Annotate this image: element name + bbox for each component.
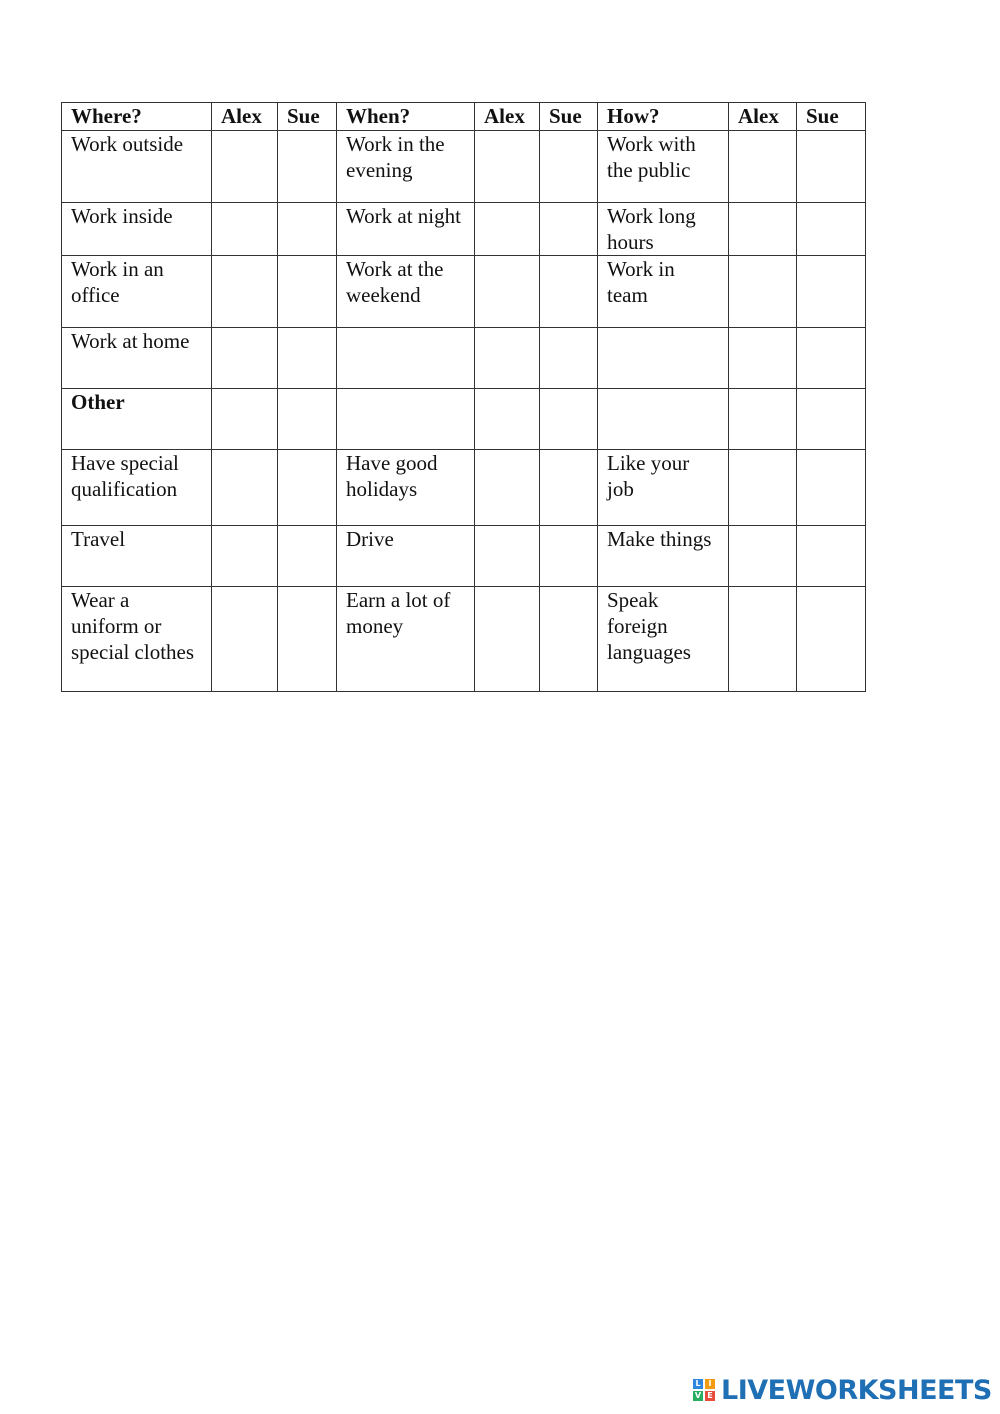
sue-answer-cell[interactable] — [797, 256, 866, 328]
cell-label: Earn a lot of money — [346, 588, 451, 638]
sue-answer-cell[interactable] — [797, 203, 866, 256]
header-when: When? — [337, 103, 475, 131]
alex-answer-cell[interactable] — [729, 526, 797, 587]
cell-label: Work in the evening — [346, 132, 445, 182]
cell-label: Like your job — [607, 451, 690, 501]
sue-answer-cell[interactable] — [278, 256, 337, 328]
alex-answer-cell[interactable] — [729, 256, 797, 328]
alex-answer-cell[interactable] — [475, 203, 540, 256]
logo-tile: E — [705, 1391, 715, 1401]
header-alex: Alex — [729, 103, 797, 131]
header-sue: Sue — [278, 103, 337, 131]
other-cell — [337, 587, 475, 692]
sue-answer-cell[interactable] — [797, 450, 866, 526]
table-row — [62, 203, 866, 256]
alex-answer-cell[interactable] — [212, 328, 278, 389]
when-cell — [337, 328, 475, 389]
alex-answer-cell[interactable] — [729, 328, 797, 389]
alex-answer-cell[interactable] — [475, 450, 540, 526]
alex-answer-cell[interactable] — [212, 203, 278, 256]
sue-answer-cell[interactable] — [278, 587, 337, 692]
alex-answer-cell[interactable] — [475, 256, 540, 328]
alex-answer-cell[interactable] — [212, 450, 278, 526]
logo-tile: V — [694, 1391, 702, 1400]
alex-answer-cell[interactable] — [212, 526, 278, 587]
sue-answer-cell[interactable] — [797, 526, 866, 587]
other-cell — [62, 587, 212, 692]
alex-answer-cell[interactable] — [729, 587, 797, 692]
when-cell — [337, 256, 475, 328]
cell-label: Work outside — [71, 132, 184, 156]
when-cell — [337, 389, 475, 450]
sue-answer-cell[interactable] — [540, 256, 598, 328]
how-cell — [598, 131, 729, 203]
sue-answer-cell[interactable] — [278, 203, 337, 256]
when-cell — [337, 203, 475, 256]
header-sue: Sue — [797, 103, 866, 131]
brand-name: LIVEWORKSHEETS — [721, 1374, 992, 1406]
alex-answer-cell[interactable] — [729, 131, 797, 203]
sue-answer-cell[interactable] — [797, 131, 866, 203]
when-cell — [337, 131, 475, 203]
sue-answer-cell[interactable] — [540, 389, 598, 450]
other-cell — [598, 587, 729, 692]
where-cell — [62, 256, 212, 328]
cell-label: Work at night — [346, 204, 461, 228]
other-cell — [598, 450, 729, 526]
cell-label: Drive — [346, 527, 394, 551]
logo-tile: L — [693, 1379, 703, 1389]
alex-answer-cell[interactable] — [729, 203, 797, 256]
table-row — [62, 587, 866, 692]
sue-answer-cell[interactable] — [278, 526, 337, 587]
other-cell — [598, 526, 729, 587]
header-sue: Sue — [540, 103, 598, 131]
cell-label: Work at the weekend — [346, 257, 444, 307]
sue-answer-cell[interactable] — [278, 131, 337, 203]
header-alex: Alex — [475, 103, 540, 131]
table-row — [62, 131, 866, 203]
cell-label: Travel — [71, 527, 126, 551]
how-cell — [598, 328, 729, 389]
where-cell — [62, 328, 212, 389]
sue-answer-cell[interactable] — [540, 203, 598, 256]
cell-label: Work in an office — [71, 257, 164, 307]
other-cell — [337, 526, 475, 587]
cell-label: Work inside — [71, 204, 173, 228]
table-row — [62, 450, 866, 526]
cell-label: Work in team — [607, 257, 675, 307]
table-row — [62, 328, 866, 389]
table-row — [62, 256, 866, 328]
sue-answer-cell[interactable] — [540, 328, 598, 389]
alex-answer-cell[interactable] — [729, 389, 797, 450]
how-cell — [598, 203, 729, 256]
other-cell — [62, 450, 212, 526]
other-cell — [337, 450, 475, 526]
cell-label: Make things — [607, 527, 712, 551]
sue-answer-cell[interactable] — [278, 328, 337, 389]
header-alex: Alex — [212, 103, 278, 131]
table-row — [62, 526, 866, 587]
cell-label: Wear a uniform or special clothes — [71, 588, 195, 664]
cell-label: Work at home — [71, 329, 190, 353]
sue-answer-cell[interactable] — [540, 450, 598, 526]
alex-answer-cell[interactable] — [212, 389, 278, 450]
liveworksheets-logo — [693, 1374, 992, 1406]
table-row — [62, 389, 866, 450]
sue-answer-cell[interactable] — [797, 389, 866, 450]
alex-answer-cell[interactable] — [212, 256, 278, 328]
cell-label: Have special qualification — [71, 451, 179, 501]
alex-answer-cell[interactable] — [475, 389, 540, 450]
survey-table — [61, 102, 866, 692]
table-header-row — [62, 103, 866, 131]
cell-label: Work with the public — [607, 132, 696, 182]
logo-mark-icon — [693, 1379, 715, 1401]
cell-label: Work long hours — [607, 204, 696, 254]
how-cell — [598, 256, 729, 328]
alex-answer-cell[interactable] — [212, 587, 278, 692]
sue-answer-cell[interactable] — [797, 328, 866, 389]
alex-answer-cell[interactable] — [729, 450, 797, 526]
other-section-label — [62, 389, 212, 450]
other-cell — [62, 526, 212, 587]
sue-answer-cell[interactable] — [540, 526, 598, 587]
sue-answer-cell[interactable] — [540, 587, 598, 692]
alex-answer-cell[interactable] — [212, 131, 278, 203]
alex-answer-cell[interactable] — [475, 526, 540, 587]
cell-label: Speak foreign languages — [607, 588, 691, 664]
alex-answer-cell[interactable] — [475, 328, 540, 389]
sue-answer-cell[interactable] — [540, 131, 598, 203]
sue-answer-cell[interactable] — [797, 587, 866, 692]
header-where: Where? — [62, 103, 212, 131]
cell-label: Have good holidays — [346, 451, 438, 501]
how-cell — [598, 389, 729, 450]
where-cell — [62, 203, 212, 256]
header-how: How? — [598, 103, 729, 131]
logo-tile: I — [705, 1379, 715, 1389]
sue-answer-cell[interactable] — [278, 450, 337, 526]
sue-answer-cell[interactable] — [278, 389, 337, 450]
where-cell — [62, 131, 212, 203]
cell-label: Other — [71, 390, 125, 414]
alex-answer-cell[interactable] — [475, 131, 540, 203]
alex-answer-cell[interactable] — [475, 587, 540, 692]
